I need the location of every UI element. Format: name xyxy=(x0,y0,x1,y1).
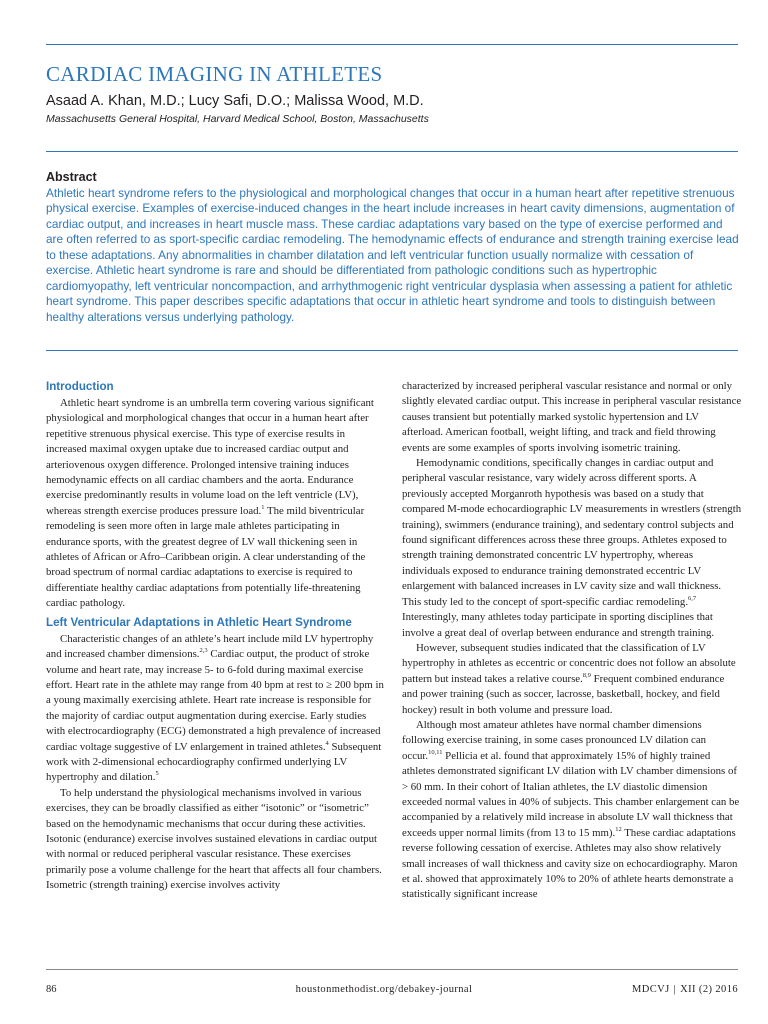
abstract-heading: Abstract xyxy=(46,170,97,184)
journal-citation: MDCVJ | XII (2) 2016 xyxy=(632,984,738,995)
citation: 1 xyxy=(261,503,265,511)
page-number: 86 xyxy=(46,984,57,995)
affiliation: Massachusetts General Hospital, Harvard Medical School, Boston, Massachusetts xyxy=(46,113,429,125)
citation: 2,3 xyxy=(199,647,208,655)
citation: 12 xyxy=(615,825,622,833)
journal-url: houstonmethodist.org/debakey-journal xyxy=(295,984,473,995)
lv-adaptations-heading: Left Ventricular Adaptations in Athletic Heart Syndrome xyxy=(46,615,352,629)
left-column xyxy=(46,378,386,948)
separator: | xyxy=(673,984,677,995)
citation: 10,11 xyxy=(428,748,443,756)
introduction-heading: Introduction xyxy=(46,380,114,393)
citation: 6,7 xyxy=(688,594,697,602)
right-column xyxy=(402,379,742,949)
citation: 5 xyxy=(155,770,159,778)
right-paragraph-3: However, subsequent studies indicated that the classification of LV hypertrophy in athletes as eccentric or concentric does not follow an absolute pattern but instead takes a relative course.$^{8,9}$ Frequent combined endurance and power training (such as soccer, lacrosse, basketball, hockey, and field hockey) result in both volume and pressure load. xyxy=(402,641,736,716)
article-title: CARDIAC IMAGING IN ATHLETES xyxy=(46,62,383,86)
intro-paragraph: Athletic heart syndrome is an umbrella term covering various significant physiological and morphological changes that occur in a human heart after repetitive strenuous physical exercise. This type of exercise results in increased maximal oxygen uptake due to increased cardiac output and arteriovenous oxygen difference. Prolonged intensive training induces hemodynamic effects on all cardiac chambers and the aorta. Endurance exercise predominantly results in volume load on the left ventricle (LV), whereas strength exercise produces pressure load.$^1$ The mild biventricular remodeling is seen more often in large male athletes participating in endurance sports, with the greatest degree of LV wall thickening seen in athletes of African or Afro–Caribbean origin. A clear understanding of the broad spectrum of normal cardiac adaptations to exercise is required to differentiate healthy cardiac adaptations from potentially life-threatening cardiac pathology. xyxy=(46,397,374,610)
lv-paragraph-1: Characteristic changes of an athlete’s heart include mild LV hypertrophy and increased chamber dimensions.$^{2,3}$ Cardiac output, the product of stroke volume and heart rate, may increase 5- to 6-fold during maximal exercise effort. Heart rate in the athlete may range from 40 bpm at rest to ≥ 200 bpm in a young maximally exercising athlete. Heart rate increase is responsible for the majority of cardiac output augmentation during exercise. Early studies with electrocardiography (ECG) demonstrated a high prevalence of increased cardiac voltage suggestive of LV enlargement in trained athletes.$^4$ Subsequent work with 2-dimensional echocardiography confirmed underlying LV hypertrophy and dilation.$^5$ xyxy=(46,632,384,784)
lv-paragraph-2: To help understand the physiological mechanisms involved in various exercises, they can be broadly classified as either “isotonic” or “isometric” based on the hemodynamic mechanisms that occur during these activities. Isotonic (endurance) exercise involves sustained elevations in cardiac output with normal or reduced peripheral vascular resistance. These exercises primarily pose a volume challenge for the heart that affects all four chambers. Isometric (strength training) exercise involves activity xyxy=(46,786,382,892)
abstract-bottom-rule xyxy=(46,350,738,351)
citation: 8,9 xyxy=(582,671,591,679)
abstract-top-rule xyxy=(46,151,738,152)
top-rule xyxy=(46,44,738,45)
abstract-text: Athletic heart syndrome refers to the physiological and morphological changes that occur in a human heart after repetitive strenuous physical exercise. Examples of exercise-induced changes in the heart include increases in heart cavity dimensions, augmentation of cardiac output, and increases in heart muscle mass. These cardiac adaptations vary based on the type of exercise performed and are often referred to as sport-specific cardiac remodeling. The hemodynamic effects of endurance and strength training exercise lead to these adaptations. Any abnormalities in chamber dilatation and left ventricular function usually normalize with cessation of exercise. Athletic heart syndrome is rare and should be differentiated from pathologic conditions such as hypertrophic cardiomyopathy, left ventricular noncompaction, and arrhythmogenic right ventricular dysplasia when assessing a patient for athletic heart syndrome. This paper describes specific adaptations that occur in athletic heart syndrome and tools to distinguish between healthy alterations versus underlying pathology. xyxy=(46,186,739,324)
right-paragraph-4: Although most amateur athletes have normal chamber dimensions following exercise training, in some cases pronounced LV dilation can occur.$^{10,11}$ Pellicia et al. found that approximately 15% of highly trained athletes demonstrated significant LV dilation with LV chamber dimensions of > 60 mm. In their cohort of Italian athletes, the LV diastolic dimension exceeded normal values in 40% of subjects. This chamber enlargement can be accompanied by a relatively mild increase in absolute LV wall thickness that exceeds upper normal limits (from 13 to 15 mm).$^{12}$ These cardiac adaptations reverse following cessation of exercise. Athletes may also show relatively small increases of wall thickness and cavity size on echocardiography. Maron et al. showed that approximately 10% to 20% of athlete hearts demonstrate a statistically significant increase xyxy=(402,718,740,901)
right-paragraph-1: characterized by increased peripheral vascular resistance and normal or only slightly elevated cardiac output. This increase in peripheral vascular resistance causes transient but potentially marked systolic hypertension and LV afterload. American football, weight lifting, and track and field throwing events are some examples of sports involving isometric training. xyxy=(402,380,742,454)
footer-rule xyxy=(46,969,738,970)
right-paragraph-2: Hemodynamic conditions, specifically changes in cardiac output and peripheral vascular resistance, vary widely across different sports. A previously accepted Morganroth hypothesis was based on a study that compared M-mode echocardiographic LV measurements in wrestlers (strength training), swimmers (endurance training), and sedentary control subjects and found significant differences across these three groups. Athletes exposed to strength training demonstrated concentric LV hypertrophy, whereas individuals exposed to endurance training demonstrated eccentric LV enlargement with balanced increases in LV cavity size and wall thickness. This study led to the concept of sport-specific cardiac remodeling.$^{6,7}$ Interestingly, many athletes today participate in sporting disciplines that involve a great deal of overlap between endurance and strength training. xyxy=(402,457,742,639)
citation: 4 xyxy=(325,739,329,747)
author-list: Asaad A. Khan, M.D.; Lucy Safi, D.O.; Malissa Wood, M.D. xyxy=(46,93,424,109)
